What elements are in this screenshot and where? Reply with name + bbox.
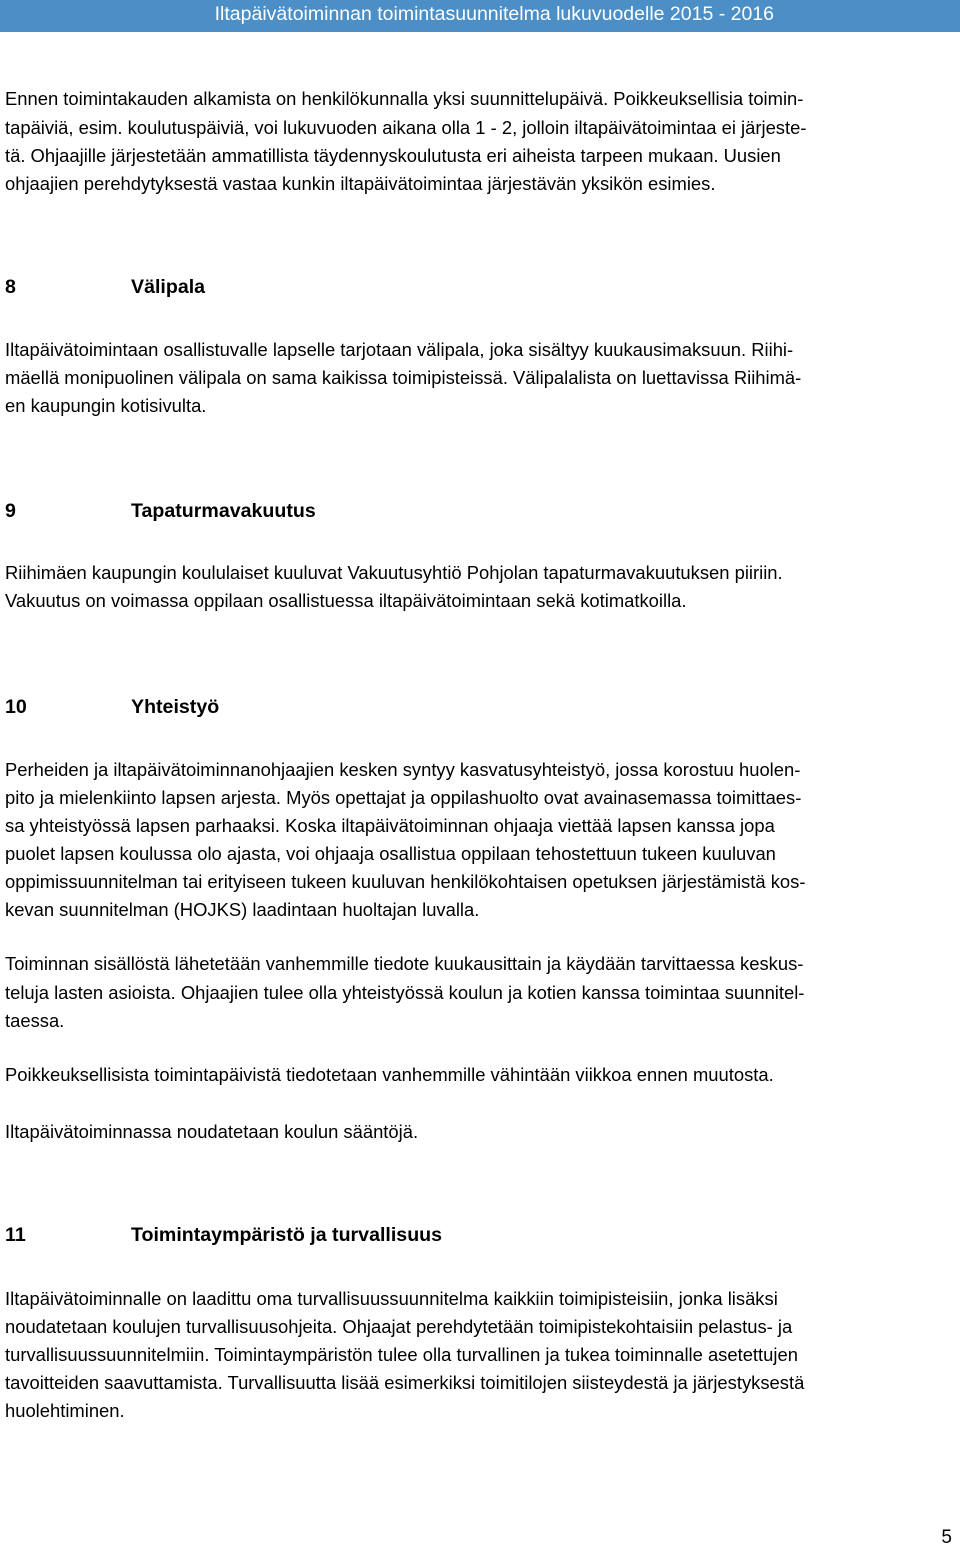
section-number: 8 bbox=[5, 276, 16, 298]
section-11-line: huolehtiminen. bbox=[5, 1400, 125, 1421]
section-number: 11 bbox=[5, 1224, 26, 1246]
section-8-line: mäellä monipuolinen välipala on sama kaikissa toimipisteissä. Välipalalista on luettavissa Riihimä- bbox=[5, 367, 802, 388]
document-title: Iltapäivätoiminnan toimintasuunnitelma lukuvuodelle 2015 - 2016 bbox=[214, 3, 774, 25]
section-9-heading bbox=[5, 498, 316, 524]
section-number: 9 bbox=[5, 500, 16, 522]
section-10-heading bbox=[5, 694, 219, 720]
section-title: Toimintaympäristö ja turvallisuus bbox=[131, 1224, 443, 1246]
section-11-line: tavoitteiden saavuttamista. Turvallisuutta lisää esimerkiksi toimitilojen siisteydestä ja järjestyksestä bbox=[5, 1372, 805, 1393]
intro-line: Ennen toimintakauden alkamista on henkilökunnalla yksi suunnittelupäivä. Poikkeuksellisia toimin- bbox=[5, 88, 804, 109]
section-10-line: oppimissuunnitelman tai erityiseen tukeen kuuluvan henkilökohtaisen opetuksen järjestämistä kos- bbox=[5, 871, 806, 892]
section-number: 10 bbox=[5, 696, 27, 718]
section-title: Tapaturmavakuutus bbox=[131, 500, 316, 522]
section-11-line: turvallisuussuunnitelmiin. Toimintaympäristön tulee olla turvallinen ja tukea toiminnalle asetettujen bbox=[5, 1344, 798, 1365]
section-9-line: Riihimäen kaupungin koululaiset kuuluvat Vakuutusyhtiö Pohjolan tapaturmavakuutuksen piiriin. bbox=[5, 562, 783, 583]
section-10-line: pito ja mielenkiinto lapsen arjesta. Myös opettajat ja oppilashuolto ovat avainasemassa toimittaes- bbox=[5, 787, 802, 808]
section-8-heading bbox=[5, 274, 205, 300]
section-10-line: teluja lasten asioista. Ohjaajien tulee olla yhteistyössä koulun ja kotien kanssa toimintaa suunnitel- bbox=[5, 982, 805, 1003]
section-10-line: Poikkeuksellisista toimintapäivistä tiedotetaan vanhemmille vähintään viikkoa ennen muutosta. bbox=[5, 1064, 774, 1085]
section-10-line: kevan suunnitelman (HOJKS) laadintaan huoltajan luvalla. bbox=[5, 899, 480, 920]
section-11-heading bbox=[5, 1222, 442, 1248]
intro-line: tä. Ohjaajille järjestetään ammatillista täydennyskoulutusta eri aiheista tarpeen mukaan. Uusien bbox=[5, 145, 781, 166]
section-10-line: Perheiden ja iltapäivätoiminnanohjaajien kesken syntyy kasvatusyhteistyö, jossa korostuu huolen- bbox=[5, 759, 801, 780]
intro-line: ohjaajien perehdytyksestä vastaa kunkin iltapäivätoimintaa järjestävän yksikön esimies. bbox=[5, 173, 716, 194]
section-10-line: Iltapäivätoiminnassa noudatetaan koulun sääntöjä. bbox=[5, 1121, 419, 1142]
section-title: Välipala bbox=[131, 276, 206, 298]
section-11-line: Iltapäivätoiminnalle on laadittu oma turvallisuussuunnitelma kaikkiin toimipisteisiin, jonka lisäksi bbox=[5, 1288, 778, 1309]
section-10-line: taessa. bbox=[5, 1010, 65, 1031]
section-9-line: Vakuutus on voimassa oppilaan osallistuessa iltapäivätoimintaan sekä kotimatkoilla. bbox=[5, 590, 687, 611]
intro-line: tapäiviä, esim. koulutuspäiviä, voi lukuvuoden aikana olla 1 - 2, jolloin iltapäivätoimintaa ei järjeste- bbox=[5, 117, 807, 138]
section-8-line: en kaupungin kotisivulta. bbox=[5, 395, 207, 416]
section-8-line: Iltapäivätoimintaan osallistuvalle lapselle tarjotaan välipala, joka sisältyy kuukausimaksuun. Riihi- bbox=[5, 339, 794, 360]
section-title: Yhteistyö bbox=[131, 696, 220, 718]
section-11-line: noudatetaan koulujen turvallisuusohjeita. Ohjaajat perehdytetään toimipistekohtaisiin pelastus- ja bbox=[5, 1316, 793, 1337]
page-number: 5 bbox=[941, 1527, 952, 1548]
page-header bbox=[0, 0, 960, 32]
section-10-line: sa yhteistyössä lapsen parhaaksi. Koska iltapäivätoiminnan ohjaaja viettää lapsen kanssa jopa bbox=[5, 815, 775, 836]
section-10-line: Toiminnan sisällöstä lähetetään vanhemmille tiedote kuukausittain ja käydään tarvittaessa keskus- bbox=[5, 953, 804, 974]
section-10-line: puolet lapsen koulussa olo ajasta, voi ohjaaja osallistua oppilaan tehostettuun tukeen kuuluvan bbox=[5, 843, 776, 864]
